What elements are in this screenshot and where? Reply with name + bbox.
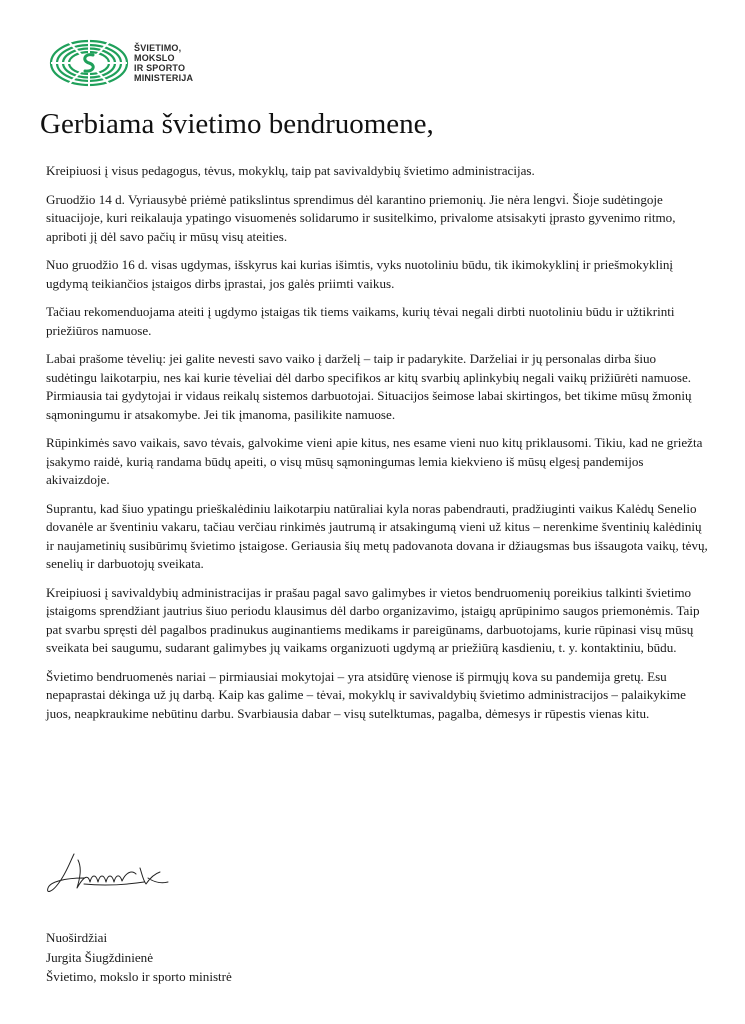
letter-greeting: Gerbiama švietimo bendruomene,: [40, 108, 434, 140]
ministry-name-line-4: MINISTERIJA: [134, 73, 194, 83]
paragraph: Nuo gruodžio 16 d. visas ugdymas, išskyrus kai kurias išimtis, vyks nuotoliniu būdu, tik ikimokyklinį ir priešmokyklinį ugdymą teikiančios įstaigos dirbs įprastai, jos galės priimti vaikus.: [46, 257, 674, 291]
paragraph: Gruodžio 14 d. Vyriausybė priėmė patikslintus sprendimus dėl karantino priemonių. Jie nėra lengvi. Šioje sudėtingoje situacijoje, kuri reikalauja ypatingo visuomenės solidarumo ir susitelkimo, privalome atsisakyti įprasto gyvenimo ritmo, apriboti jį dėl savo pačių ir mūsų visų ateities.: [46, 191, 676, 244]
paragraph: Kreipiuosi į visus pedagogus, tėvus, mokyklų, taip pat savivaldybių švietimo administracijas.: [46, 163, 535, 178]
paragraph: Labai prašome tėvelių: jei galite nevesti savo vaiko į darželį – taip ir padarykite. Darželiai ir jų personalas dirba šiuo sudėtingu laikotarpiu, nes kai kurie tėveliai dėl darbo specifikos ar kitų svarbių aplinkybių negali vaikų prižiūrėti namuose. Pirmiausia tai gydytojai ir vidaus reikalų sistemos darbuotojai. Situacijos šeimose labai skirtingos, bet tikime mūsų žmonių sąmoningumu ir atsakomybe. Jei tik įmanoma, pasilikite namuose.: [46, 351, 692, 422]
signatory-name: Jurgita Šiugždinienė: [46, 949, 154, 965]
ministry-name-line-2: MOKSLO: [134, 53, 175, 63]
ministry-logo: [48, 37, 198, 89]
letter-closing: [46, 928, 232, 987]
ministry-emblem-icon: [48, 37, 130, 89]
ministry-name: [134, 43, 193, 83]
signatory-title: Švietimo, mokslo ir sporto ministrė: [46, 969, 232, 984]
handwritten-signature: [44, 848, 174, 898]
ministry-name-line-1: ŠVIETIMO,: [134, 43, 182, 53]
ministry-name-line-3: IR SPORTO: [134, 63, 186, 73]
paragraph: Tačiau rekomenduojama ateiti į ugdymo įstaigas tik tiems vaikams, kurių tėvai negali dirbti nuotoliniu būdu ir užtikrinti priežiūros namuose.: [46, 304, 675, 338]
paragraph: Rūpinkimės savo vaikais, savo tėvais, galvokime vieni apie kitus, nes esame vieni nuo kitų priklausomi. Tikiu, kad ne griežta įsakymo raidė, kurią randama būdų apeiti, o visų mūsų sąmoningumas lemia kiekvieno iš mūsų elgesį pandemijos akivaizdoje.: [46, 435, 703, 487]
letter-body: [46, 162, 710, 733]
paragraph: Kreipiuosi į savivaldybių administracijas ir prašau pagal savo galimybes ir vietos bendruomenių poreikius talkinti švietimo įstaigoms sprendžiant jautrius šiuo periodu klausimus dėl darbo organizavimo, įstaigų aprūpinimo saugos priemonėmis. Taip pat svarbu spręsti dėl pagalbos pradinukus auginantiems medikams ir pareigūnams, darbuotojams, kurie rūpinasi visų mūsų sveikata bei saugumu, sudarant galimybes jų vaikams organizuoti ugdymą ar priežiūrą kasdieniu, t. y. kontaktiniu, būdu.: [46, 584, 700, 655]
paragraph: Švietimo bendruomenės nariai – pirmiausiai mokytojai – yra atsidūrę vienose iš pirmųjų kova su pandemija gretų. Esu nepaprastai dėkinga už jų darbą. Kaip kas galime – tėvai, mokyklų ir savivaldybių švietimo administracijos – palaikykime juos, neapkraukime nebūtinu darbu. Svarbiausia dabar – visų sutelktumas, pagalba, dėmesys ir rūpestis vienas kitu.: [46, 668, 686, 721]
closing-regards: Nuoširdžiai: [46, 930, 108, 945]
paragraph: Suprantu, kad šiuo ypatingu prieškalėdiniu laikotarpiu natūraliai kyla noras pabendrauti, pradžiuginti vaikus Kalėdų Senelio dovanėle ar šventiniu vakaru, tačiau verčiau rinkimės jautrumą ir atsakingumą vieni už kitus – nerenkime šventinių kalėdinių ir naujametinių susibūrimų švietimo įstaigose. Geriausia šių metų padovanota dovana ir džiaugsmas bus išsaugota vaikų, tėvų, senelių ir darbuotojų sveikata.: [46, 500, 708, 571]
